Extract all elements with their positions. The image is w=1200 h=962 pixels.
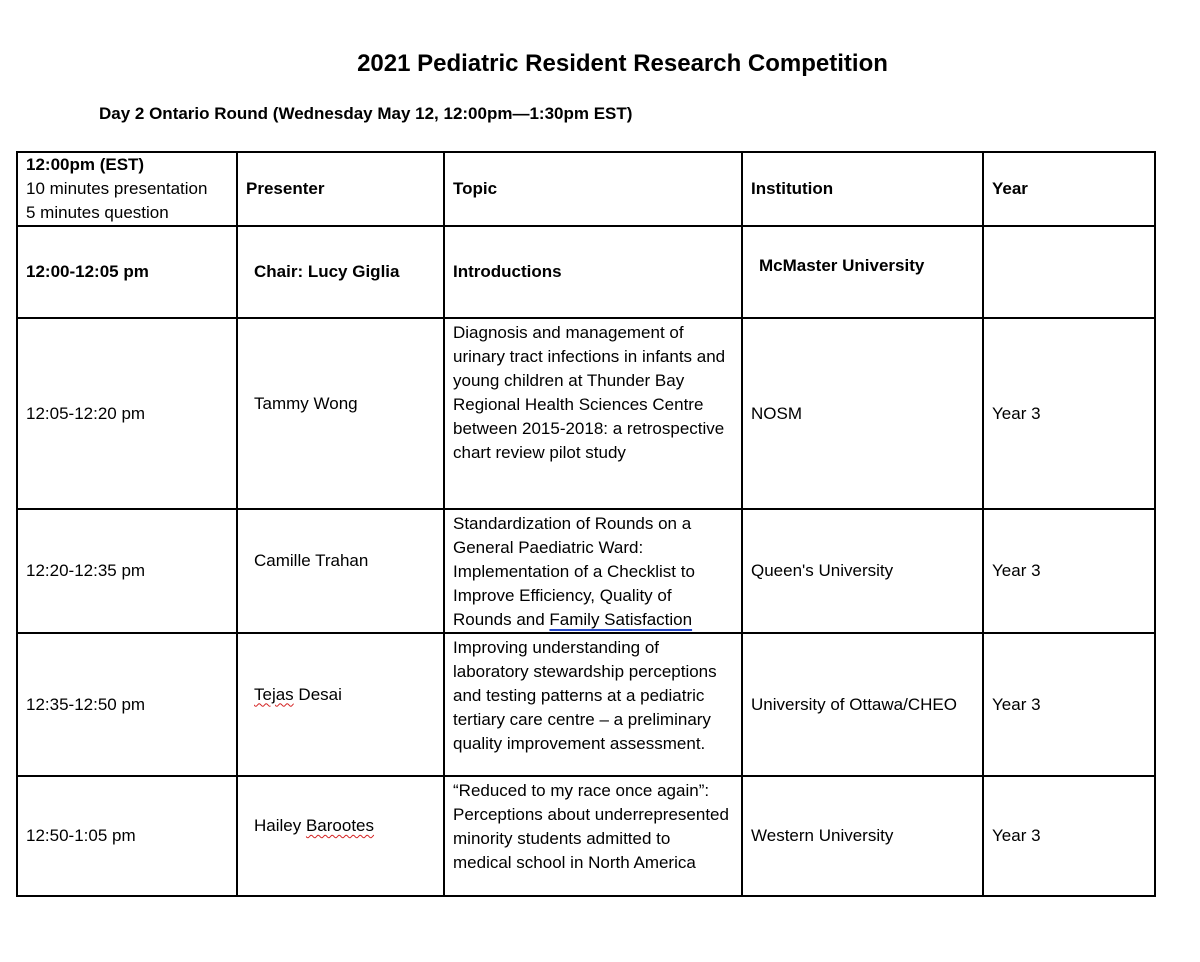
row-institution-cell (742, 226, 983, 318)
header-institution: Institution (742, 152, 983, 226)
row-year: Year 3 (983, 776, 1155, 896)
row-presenter-cell (237, 318, 444, 509)
header-question-length: 5 minutes question (26, 203, 169, 222)
row-presenter-cell (237, 776, 444, 896)
row-time: 12:00-12:05 pm (17, 226, 237, 318)
spellcheck-flagged-name: Barootes (305, 816, 375, 835)
table-row (17, 226, 1155, 318)
row-institution: McMaster University (759, 256, 925, 275)
row-presenter (254, 683, 435, 707)
schedule-table (16, 151, 1156, 897)
header-presentation-length: 10 minutes presentation (26, 179, 208, 198)
row-presenter (254, 814, 435, 838)
table-row (17, 318, 1155, 509)
row-time: 12:35-12:50 pm (17, 633, 237, 776)
row-topic-text: Standardization of Rounds on a General Paediatric Ward: Implementation of a Checklist to Improve Efficiency, Quality of Rounds and (453, 514, 695, 629)
row-topic: Improving understanding of laboratory stewardship perceptions and testing patterns at a pediatric tertiary care centre – a preliminary quality improvement assessment. (444, 633, 742, 776)
header-year: Year (983, 152, 1155, 226)
row-topic: “Reduced to my race once again”: Perceptions about underrepresented minority students admitted to medical school in North America (444, 776, 742, 896)
table-row (17, 509, 1155, 633)
row-presenter-cell (237, 509, 444, 633)
page-title: 2021 Pediatric Resident Research Competition (357, 50, 888, 77)
spellcheck-flagged-name: Tejas (254, 684, 294, 704)
row-institution: University of Ottawa/CHEO (742, 633, 983, 776)
table-row (17, 776, 1155, 896)
row-presenter: Camille Trahan (254, 551, 369, 570)
table-row (17, 633, 1155, 776)
presenter-last-name: Desai (293, 684, 342, 704)
header-time-cell (17, 152, 237, 226)
row-time: 12:50-1:05 pm (17, 776, 237, 896)
row-institution: Queen's University (742, 509, 983, 633)
grammar-flagged-text: Family Satisfaction (549, 610, 693, 629)
header-topic: Topic (444, 152, 742, 226)
row-presenter: Tammy Wong (254, 393, 358, 413)
row-institution: NOSM (742, 318, 983, 509)
table-header-row (17, 152, 1155, 226)
row-topic: Diagnosis and management of urinary tract infections in infants and young children at Thunder Bay Regional Health Sciences Centre between 2015-2018: a retrospective chart review pilot study (444, 318, 742, 509)
presenter-first-name: Hailey (254, 816, 306, 835)
header-time-label: 12:00pm (EST) (26, 155, 145, 174)
row-year (983, 226, 1155, 318)
row-institution: Western University (742, 776, 983, 896)
row-presenter-cell (237, 633, 444, 776)
row-presenter: Chair: Lucy Giglia (237, 226, 444, 318)
row-year: Year 3 (983, 509, 1155, 633)
row-time: 12:05-12:20 pm (17, 318, 237, 509)
row-year: Year 3 (983, 318, 1155, 509)
row-year: Year 3 (983, 633, 1155, 776)
page-subtitle: Day 2 Ontario Round (Wednesday May 12, 12:00pm—1:30pm EST) (99, 104, 633, 123)
row-time: 12:20-12:35 pm (17, 509, 237, 633)
row-topic: Introductions (444, 226, 742, 318)
row-topic (444, 509, 742, 633)
header-presenter: Presenter (237, 152, 444, 226)
